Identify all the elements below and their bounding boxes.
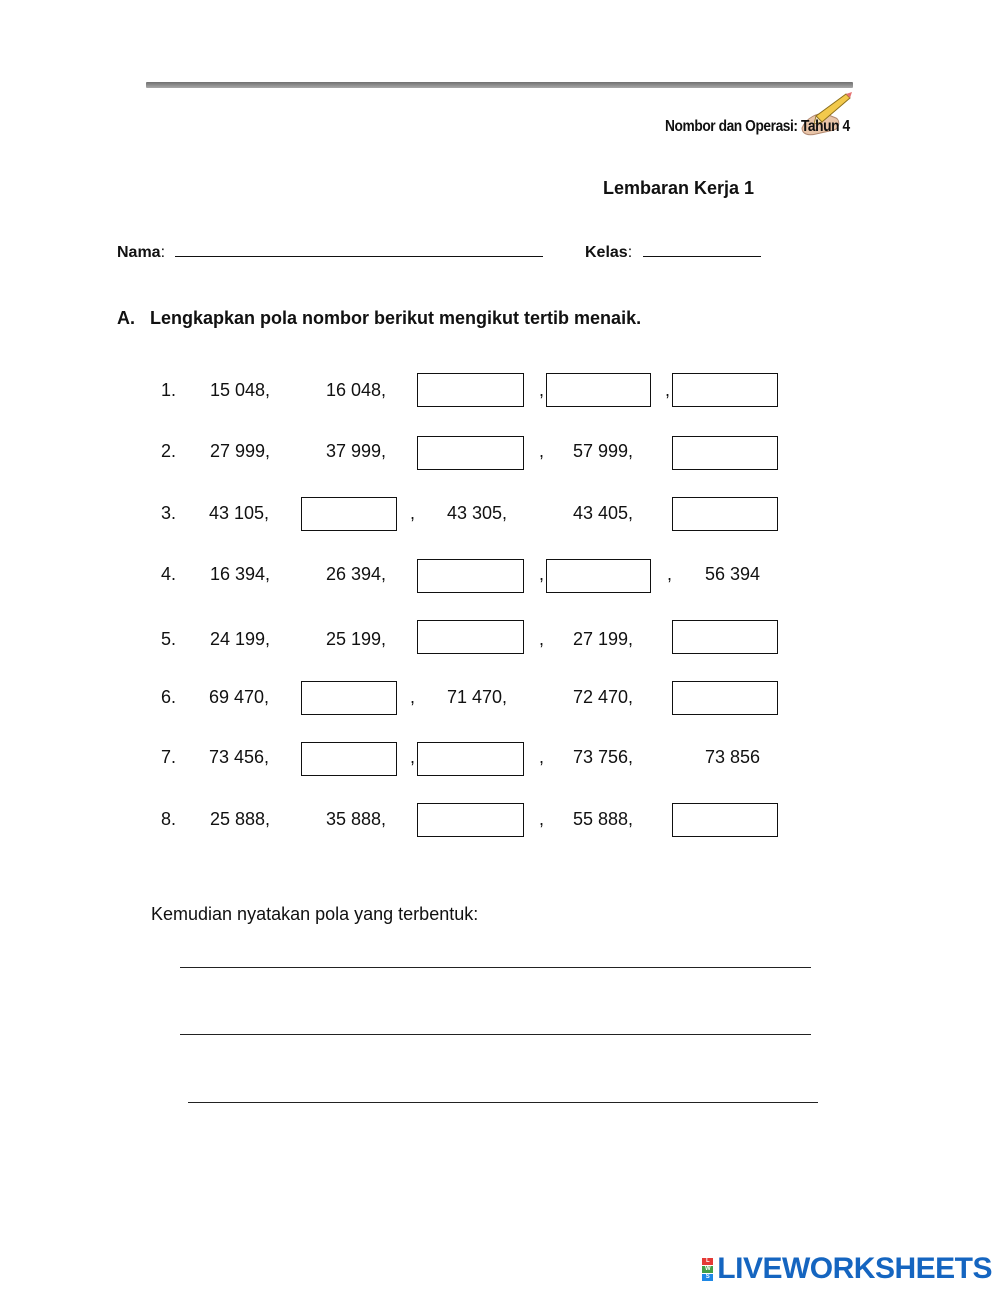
class-colon: : [627,244,633,261]
number-value: 27 199, [573,629,634,649]
class-blank-line[interactable] [643,242,761,257]
comma: , [410,503,416,523]
comma: , [410,687,416,707]
number-value: 24 199, [210,629,271,649]
number-value: 37 999, [326,441,387,461]
liveworksheets-brand [702,1254,992,1284]
name-field [117,242,543,262]
answer-box[interactable] [546,373,651,407]
comma: , [539,564,545,584]
number-value: 15 048, [210,380,271,400]
comma: , [539,441,545,461]
comma: , [539,809,545,829]
number-value: 73 456, [209,747,270,767]
number-value: 43 405, [573,503,634,523]
top-rule [146,82,853,88]
number-value: 69 470, [209,687,270,707]
comma: , [667,564,673,584]
number-value: 43 305, [447,503,508,523]
number-value: 55 888, [573,809,634,829]
comma: , [410,747,416,767]
number-value: 56 394 [705,564,761,584]
name-blank-line[interactable] [175,242,543,257]
answer-line-1[interactable] [180,967,811,968]
number-value: 73 756, [573,747,634,767]
number-value: 72 470, [573,687,634,707]
answer-box[interactable] [672,803,778,837]
class-field [585,242,761,262]
comma: , [665,380,671,400]
item-number: 4. [161,564,177,584]
number-value: 71 470, [447,687,508,707]
answer-box[interactable] [417,620,524,654]
section-heading [117,308,641,329]
number-value: 27 999, [210,441,271,461]
number-value: 43 105, [209,503,270,523]
answer-box[interactable] [417,742,524,776]
number-value: 25 199, [326,629,387,649]
item-number: 2. [161,441,177,461]
number-value: 26 394, [326,564,387,584]
item-number: 6. [161,687,177,707]
section-instruction: Lengkapkan pola nombor berikut mengikut tertib menaik. [150,308,642,328]
section-letter: A. [117,308,135,328]
answer-box[interactable] [672,620,778,654]
answer-box[interactable] [672,436,778,470]
number-value: 35 888, [326,809,387,829]
comma: , [539,380,545,400]
item-number: 1. [161,380,177,400]
number-value: 73 856 [705,747,761,767]
answer-box[interactable] [301,681,397,715]
name-label: Nama [117,244,161,261]
sheet-title: Lembaran Kerja 1 [603,178,755,198]
number-value: 25 888, [210,809,271,829]
answer-box[interactable] [672,373,778,407]
comma: , [539,747,545,767]
answer-box[interactable] [417,803,524,837]
answer-box[interactable] [417,559,524,593]
number-value: 16 394, [210,564,271,584]
answer-box[interactable] [417,436,524,470]
answer-line-3[interactable] [188,1102,818,1103]
answer-box[interactable] [546,559,651,593]
followup-prompt: Kemudian nyatakan pola yang terbentuk: [151,904,479,924]
answer-box[interactable] [672,497,778,531]
answer-box[interactable] [301,497,397,531]
item-number: 7. [161,747,177,767]
item-number: 5. [161,629,177,649]
class-label: Kelas [585,244,628,261]
name-colon: : [160,244,166,261]
item-number: 8. [161,809,177,829]
liveworksheets-logo-icon: L W S [702,1258,713,1281]
brand-name: LIVEWORKSHEETS [717,1252,992,1285]
number-value: 16 048, [326,380,387,400]
answer-box[interactable] [301,742,397,776]
item-number: 3. [161,503,177,523]
answer-box[interactable] [672,681,778,715]
topic-title: Nombor dan Operasi: Tahun 4 [665,118,850,135]
answer-box[interactable] [417,373,524,407]
comma: , [539,629,545,649]
answer-line-2[interactable] [180,1034,811,1035]
number-value: 57 999, [573,441,634,461]
